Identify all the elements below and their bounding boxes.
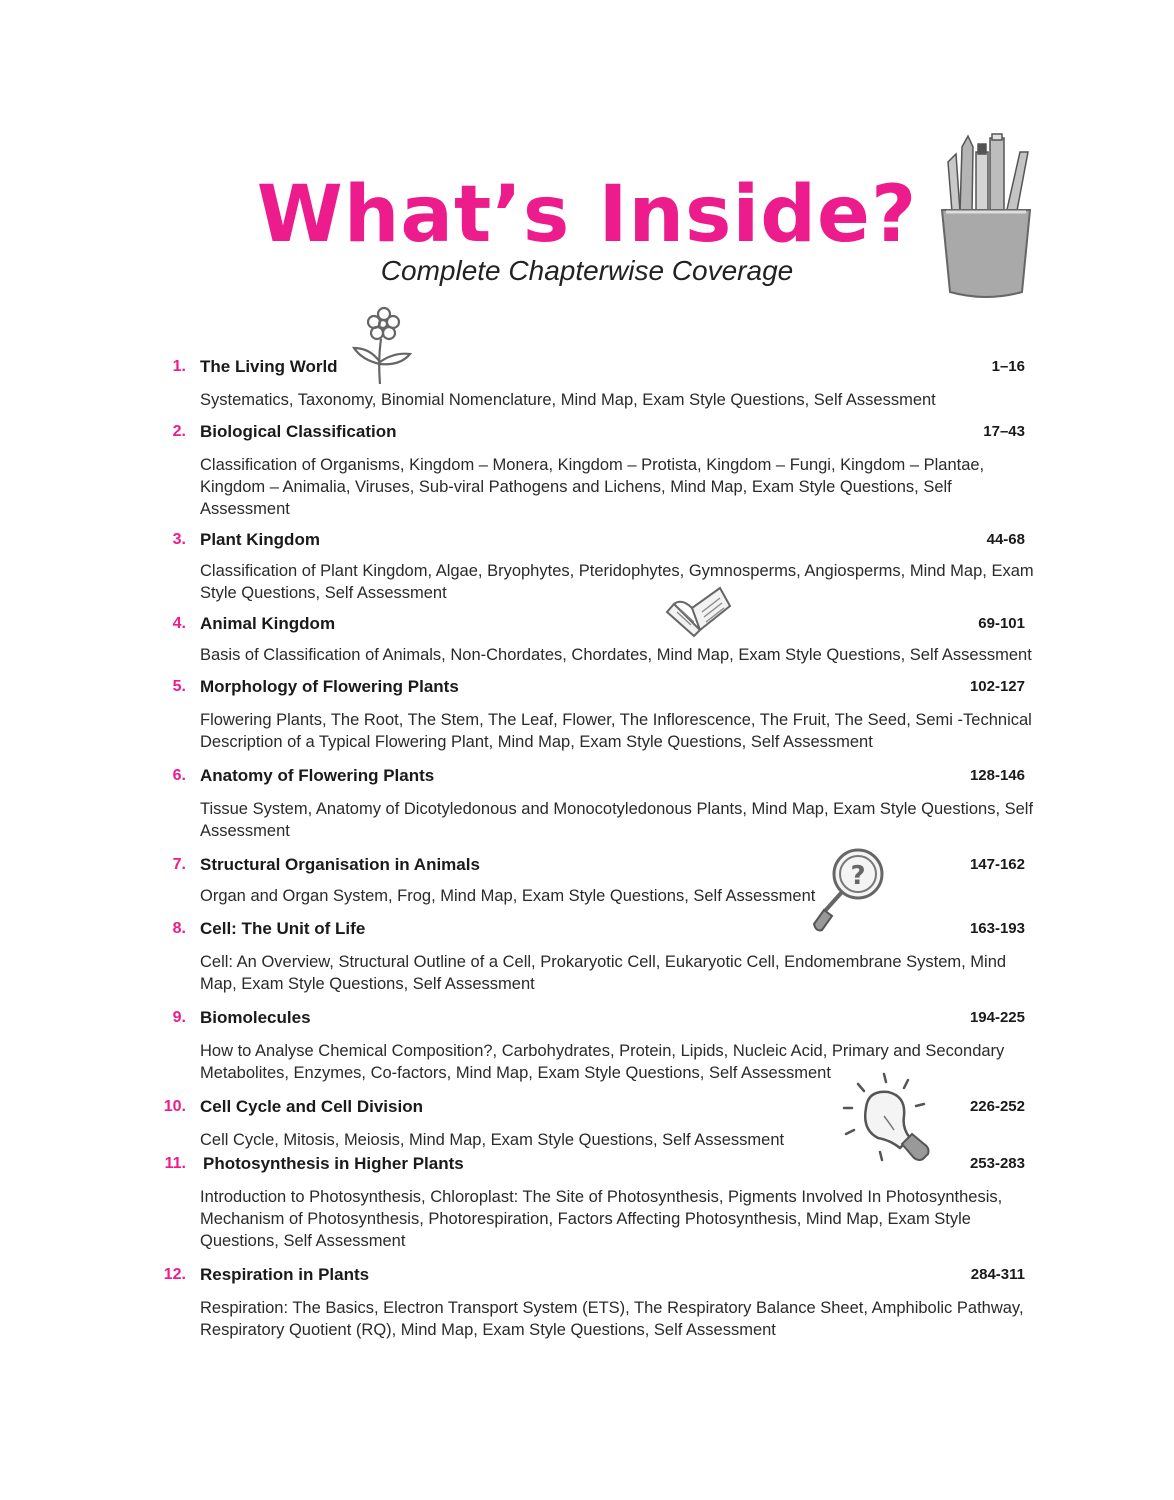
- chapter-pages: 284-311: [970, 1266, 1025, 1283]
- chapter-pages: 102-127: [969, 678, 1025, 695]
- chapter-topics: Cell Cycle, Mitosis, Meiosis, Mind Map, Exam Style Questions, Self Assessment: [200, 1131, 785, 1149]
- chapter-number: 4.: [172, 615, 186, 632]
- chapter-title: Morphology of Flowering Plants: [200, 677, 459, 696]
- chapter-title: Plant Kingdom: [200, 530, 320, 549]
- chapter-number: 2.: [172, 423, 186, 440]
- chapter-title: Biomolecules: [200, 1008, 311, 1027]
- chapter-title: Cell Cycle and Cell Division: [200, 1097, 423, 1116]
- chapter-title: Structural Organisation in Animals: [200, 855, 480, 874]
- chapter-pages: 69-101: [978, 615, 1025, 632]
- chapter-pages: 17–43: [983, 423, 1025, 440]
- chapter-topics: Respiration: The Basics, Electron Transport System (ETS), The Respiratory Balance Sheet, Amphibolic Pathway, Respiratory Quotient (RQ), Mind Map, Exam Style Questions, Self Assessment: [200, 1299, 1024, 1339]
- chapter-number: 8.: [172, 920, 186, 937]
- chapter-pages: 1–16: [991, 358, 1025, 375]
- chapter-topics: Organ and Organ System, Frog, Mind Map, Exam Style Questions, Self Assessment: [200, 887, 816, 905]
- svg-text:?: ?: [850, 861, 866, 891]
- chapter-number: 10.: [163, 1098, 186, 1115]
- page-title: What’s Inside?: [256, 170, 918, 260]
- chapter-pages: 194-225: [969, 1009, 1025, 1026]
- chapter-pages: 226-252: [969, 1098, 1025, 1115]
- chapter-title: The Living World: [200, 357, 338, 376]
- chapter-title: Cell: The Unit of Life: [200, 919, 366, 938]
- chapter-topics: Classification of Plant Kingdom, Algae, Bryophytes, Pteridophytes, Gymnosperms, Angiosperms, Mind Map, Exam Style Questions, Self Assessment: [200, 562, 1034, 602]
- chapter-topics: Systematics, Taxonomy, Binomial Nomenclature, Mind Map, Exam Style Questions, Self Assessment: [200, 391, 936, 409]
- chapter-number: 11.: [164, 1155, 186, 1172]
- chapter-topics: Basis of Classification of Animals, Non-Chordates, Chordates, Mind Map, Exam Style Questions, Self Assessment: [200, 646, 1032, 664]
- chapter-topics: Introduction to Photosynthesis, Chloroplast: The Site of Photosynthesis, Pigments Involved In Photosynthesis, Mechanism of Photosynthesis, Photorespiration, Factors Affecting Photosynthesis, Mind Map, Exam Style Questions, Self Assessment: [200, 1188, 1003, 1250]
- chapter-number: 7.: [172, 856, 186, 873]
- chapter-pages: 44-68: [986, 531, 1025, 548]
- chapter-topics: Cell: An Overview, Structural Outline of a Cell, Prokaryotic Cell, Eukaryotic Cell, Endomembrane System, Mind Map, Exam Style Questions, Self Assessment: [200, 953, 1007, 993]
- chapter-title: Photosynthesis in Higher Plants: [203, 1154, 464, 1173]
- chapter-pages: 253-283: [969, 1155, 1025, 1172]
- chapter-topics: Classification of Organisms, Kingdom – Monera, Kingdom – Protista, Kingdom – Fungi, Kingdom – Plantae, Kingdom – Animalia, Viruses, Sub-viral Pathogens and Lichens, Mind Map, Exam Style Questions, Self Assessment: [200, 456, 985, 518]
- chapter-number: 12.: [163, 1266, 186, 1283]
- chapter-title: Animal Kingdom: [200, 614, 336, 633]
- chapter-pages: 147-162: [969, 856, 1025, 873]
- chapter-topics: Tissue System, Anatomy of Dicotyledonous and Monocotyledonous Plants, Mind Map, Exam Style Questions, Self Assessment: [200, 800, 1034, 840]
- chapter-topics: How to Analyse Chemical Composition?, Carbohydrates, Protein, Lipids, Nucleic Acid, Primary and Secondary Metabolites, Enzymes, Co-factors, Mind Map, Exam Style Questions, Self Assessment: [200, 1042, 1005, 1082]
- page-subtitle: Complete Chapterwise Coverage: [380, 255, 794, 286]
- chapter-number: 5.: [172, 678, 186, 695]
- chapter-title: Biological Classification: [200, 422, 397, 441]
- chapter-topics: Flowering Plants, The Root, The Stem, The Leaf, Flower, The Inflorescence, The Fruit, The Seed, Semi -Technical Description of a Typical Flowering Plant, Mind Map, Exam Style Questions, Self Assessment: [200, 711, 1032, 751]
- chapter-number: 9.: [172, 1009, 186, 1026]
- chapter-title: Respiration in Plants: [200, 1265, 370, 1284]
- chapter-pages: 128-146: [969, 767, 1025, 784]
- chapter-number: 3.: [172, 531, 186, 548]
- chapter-title: Anatomy of Flowering Plants: [200, 766, 435, 785]
- chapter-pages: 163-193: [969, 920, 1025, 937]
- chapter-number: 1.: [172, 358, 186, 375]
- chapter-number: 6.: [172, 767, 186, 784]
